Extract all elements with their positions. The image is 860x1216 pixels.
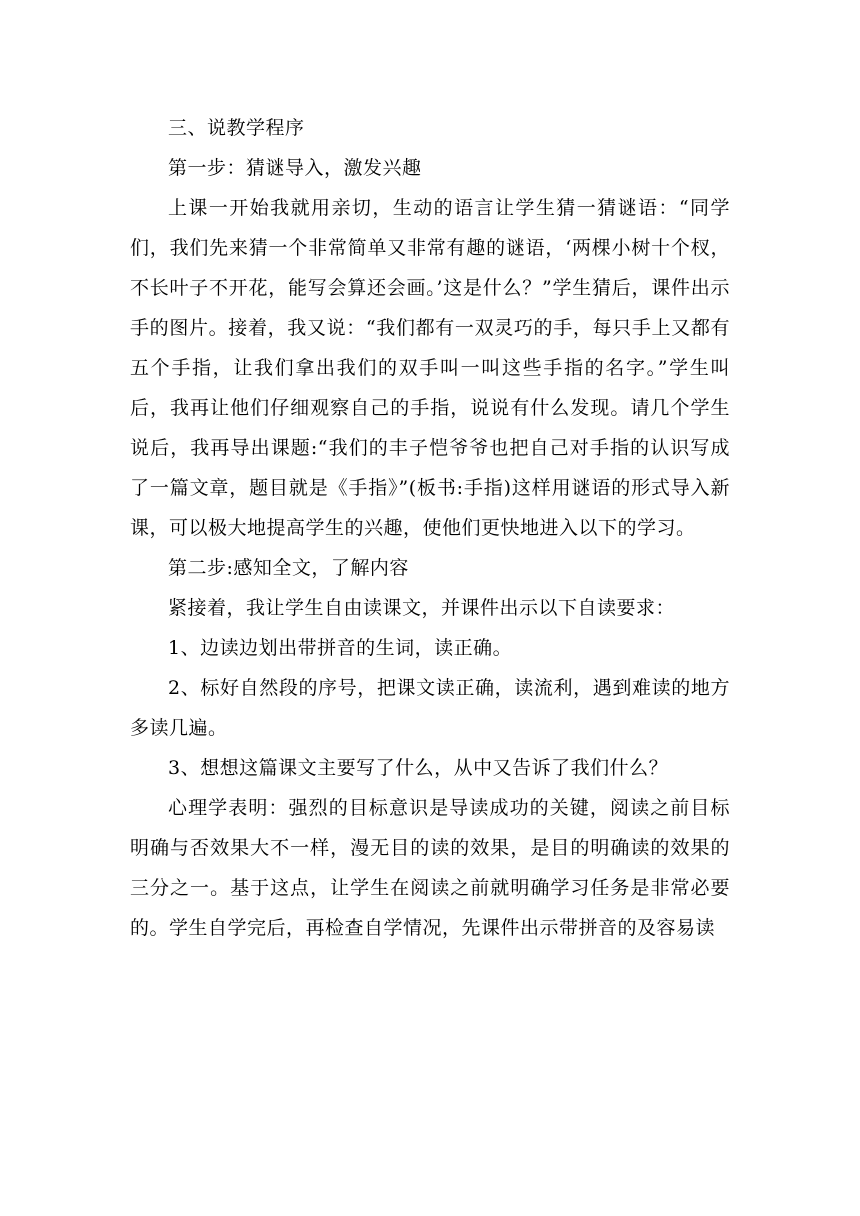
step-one-body: 上课一开始我就用亲切，生动的语言让学生猜一猜谜语：“同学们，我们先来猜一个非常简单又非常有趣的谜语，‘两棵小树十个杈，不长叶子不开花，能写会算还会画。’这是什么？”学生猜后，课件出示手的图片。接着，我又说：“我们都有一双灵巧的手，每只手上又都有五个手指，让我们拿出我们的双手叫一叫这些手指的名字。”学生叫后，我再让他们仔细观察自己的手指，说说有什么发现。请几个学生说后，我再导出课题:“我们的丰子恺爷爷也把自己对手指的认识写成了一篇文章，题目就是《手指》”(板书:手指)这样用谜语的形式导入新课，可以极大地提高学生的兴趣，使他们更快地进入以下的学习。 xyxy=(130,197,730,539)
document-page xyxy=(130,108,730,948)
requirement-item-1: 1、边读边划出带拼音的生词，读正确。 xyxy=(168,637,513,659)
step-two-intro: 紧接着，我让学生自由读课文，并课件出示以下自读要求： xyxy=(168,597,676,619)
psychology-paragraph: 心理学表明：强烈的目标意识是导读成功的关键，阅读之前目标明确与否效果大不一样，漫无目的读的效果，是目的明确读的效果的三分之一。基于这点，让学生在阅读之前就明确学习任务是非常必要的。学生自学完后，再检查自学情况，先课件出示带拼音的及容易读 xyxy=(130,797,730,939)
requirement-item-3: 3、想想这篇课文主要写了什么，从中又告诉了我们什么？ xyxy=(168,757,669,779)
step-two-heading: 第二步:感知全文，了解内容 xyxy=(168,557,409,579)
step-one-heading: 第一步：猜谜导入，激发兴趣 xyxy=(168,157,422,179)
section-heading: 三、说教学程序 xyxy=(168,117,305,139)
requirement-item-2: 2、标好自然段的序号，把课文读正确，读流利，遇到难读的地方多读几遍。 xyxy=(130,677,730,739)
